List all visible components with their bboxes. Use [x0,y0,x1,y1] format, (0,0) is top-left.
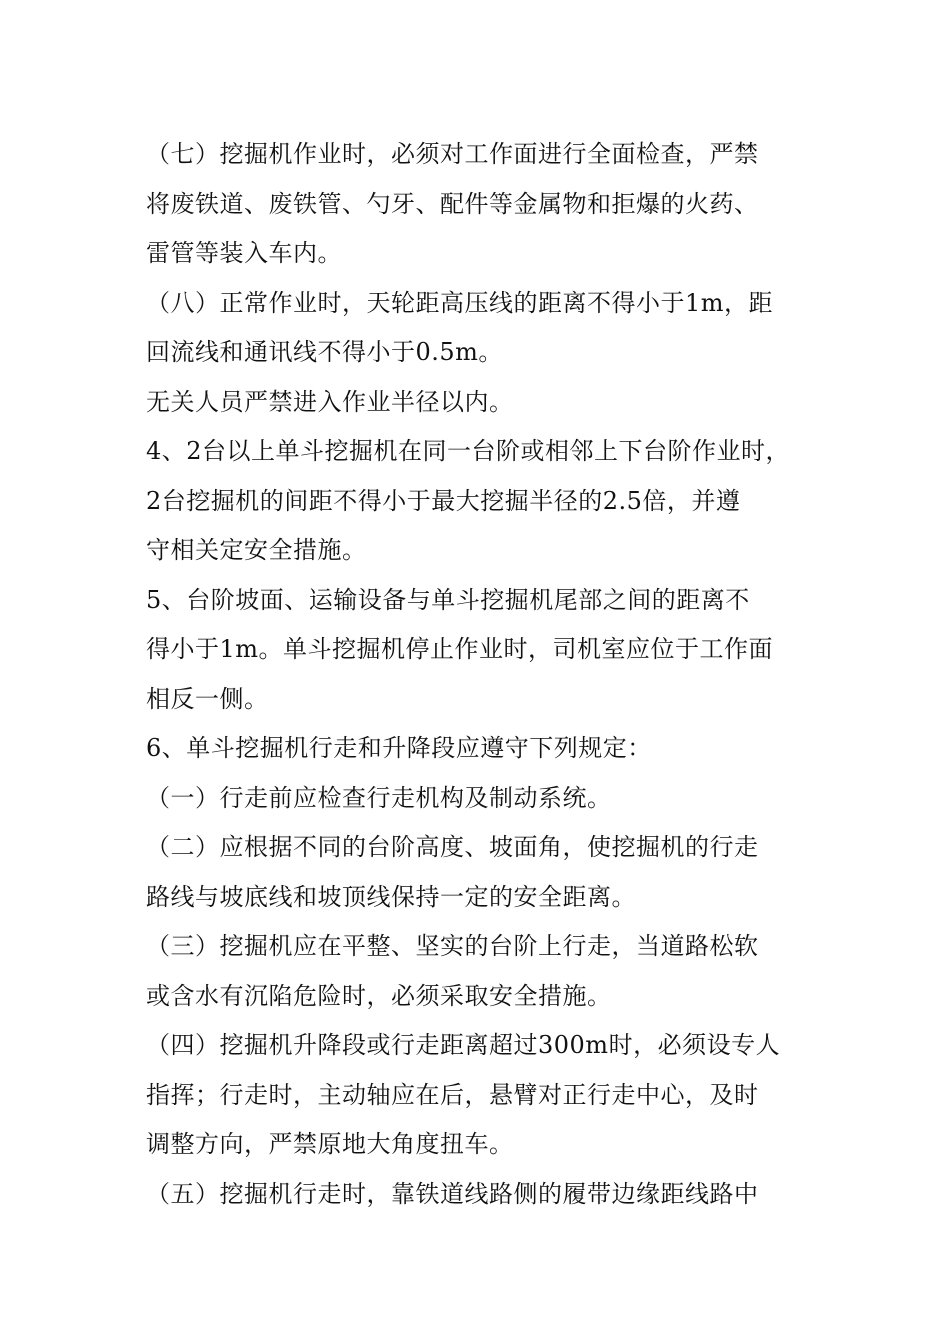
text-line: 2台挖掘机的间距不得小于最大挖掘半径的2.5倍，并遵 [146,486,741,515]
text-line: （二）应根据不同的台阶高度、坡面角，使挖掘机的行走 [146,833,759,861]
text-line: 5、台阶坡面、运输设备与单斗挖掘机尾部之间的距离不 [146,585,750,614]
text-line: 相反一侧。 [146,684,269,713]
text-line: 或含水有沉陷危险时，必须采取安全措施。 [146,981,612,1010]
text-line: （七）挖掘机作业时，必须对工作面进行全面检查，严禁 [146,140,759,168]
text-line: 回流线和通讯线不得小于0.5m。 [146,338,503,366]
text-line: 4、2台以上单斗挖掘机在同一台阶或相邻上下台阶作业时， [146,437,791,465]
text-line: （一）行走前应检查行走机构及制动系统。 [146,783,612,812]
text-line: （四）挖掘机升降段或行走距离超过300m时，必须设专人 [146,1031,781,1059]
text-line: 路线与坡底线和坡顶线保持一定的安全距离。 [146,882,636,911]
document-body [146,130,816,1219]
text-line: 守相关定安全措施。 [146,536,367,564]
text-line: （八）正常作业时，天轮距高压线的距离不得小于1m，距 [146,288,774,317]
text-line: （五）挖掘机行走时，靠铁道线路侧的履带边缘距线路中 [146,1179,759,1208]
text-line: 调整方向，严禁原地大角度扭车。 [146,1130,514,1158]
text-line: 得小于1m。单斗挖掘机停止作业时，司机室应位于工作面 [146,635,774,663]
text-line: 将废铁道、废铁管、勺牙、配件等金属物和拒爆的火药、 [146,189,759,218]
text-line: 指挥；行走时，主动轴应在后，悬臂对正行走中心，及时 [146,1080,759,1109]
text-line: （三）挖掘机应在平整、坚实的台阶上行走，当道路松软 [146,932,759,960]
text-line: 6、单斗挖掘机行走和升降段应遵守下列规定： [146,734,652,762]
text-line: 无关人员严禁进入作业半径以内。 [146,387,514,416]
text-line: 雷管等装入车内。 [146,239,342,267]
